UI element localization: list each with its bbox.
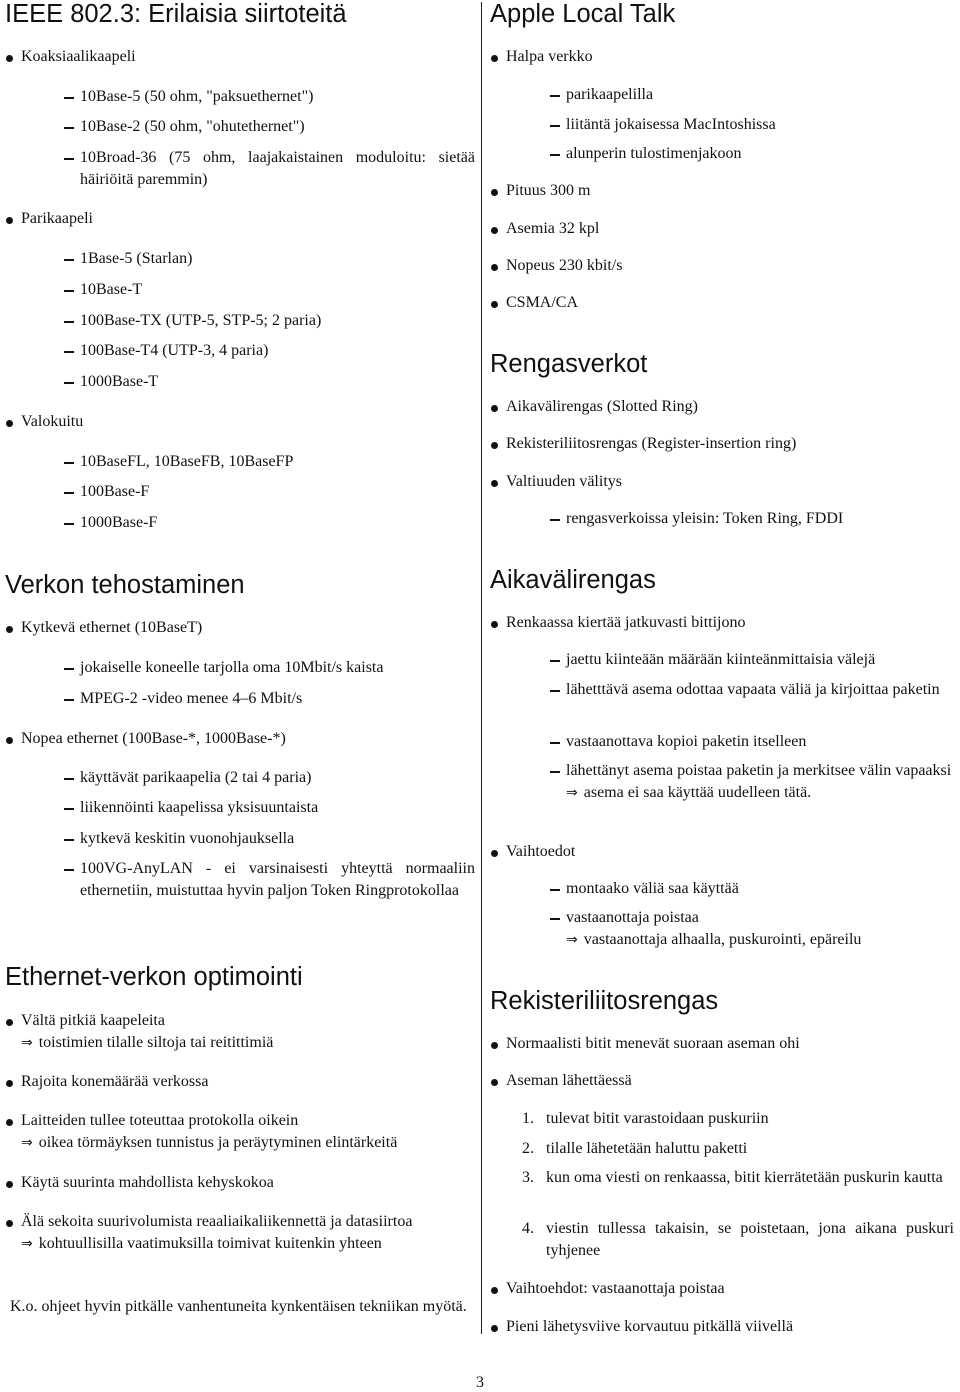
dash-item: 100VG-AnyLAN - ei varsinaisesti yhteyttä normaaliin ethernetiin, muistuttaa hyvin paljon Token Ringprotokollaa <box>80 858 475 902</box>
heading-apple: Apple Local Talk <box>490 0 676 28</box>
implies-text: oikea törmäyksen tunnistus ja peräytyminen elintärkeitä <box>38 1134 398 1151</box>
bullet-mac: CSMA/CA <box>506 292 578 314</box>
dash-item: kytkevä keskitin vuonohjauksella <box>80 828 294 850</box>
column-divider <box>481 2 482 1334</box>
dash-item: käyttävät parikaapelia (2 tai 4 paria) <box>80 767 311 789</box>
dash-item: montaako väliä saa käyttää <box>566 878 739 900</box>
dash-item: 10BaseFL, 10BaseFB, 10BaseFP <box>80 451 293 473</box>
bullet-stations: Asemia 32 kpl <box>506 218 599 240</box>
bullet-pair: Parikaapeli <box>21 208 93 230</box>
dash-item <box>566 760 956 804</box>
heading-slotted: Aikavälirengas <box>490 566 656 594</box>
numbered-item <box>522 1108 769 1130</box>
heading-ieee: IEEE 802.3: Erilaisia siirtoteitä <box>5 0 347 28</box>
dash-item: 10Base-2 (50 ohm, "ohutethernet") <box>80 116 305 138</box>
bullet-text: Laitteiden tullee toteuttaa protokolla oikein <box>21 1112 299 1129</box>
dash-item: rengasverkoissa yleisin: Token Ring, FDDI <box>566 508 843 530</box>
implies-icon: ⇒ <box>566 932 578 948</box>
dash-item: jaettu kiinteään määrään kiinteänmittaisia välejä <box>566 649 875 671</box>
dash-item: 10Broad-36 (75 ohm, laajakaistainen moduloitu: sietää häiriöitä paremmin) <box>80 147 475 191</box>
heading-rings: Rengasverkot <box>490 350 648 378</box>
heading-reg: Rekisteriliitosrengas <box>490 987 719 1015</box>
heading-boost: Verkon tehostaminen <box>5 571 245 599</box>
bullet-fiber: Valokuitu <box>21 411 83 433</box>
dash-text: vastaanottaja poistaa <box>566 909 699 926</box>
dash-item: 100Base-F <box>80 481 149 503</box>
item-number: 2. <box>522 1140 534 1157</box>
dash-item: vastaanottava kopioi paketin itselleen <box>566 731 806 753</box>
item-text: kun oma viesti on renkaassa, bitit kierrätetään puskurin kautta <box>546 1169 943 1186</box>
dash-item: 1000Base-T <box>80 371 158 393</box>
bullet-limit: Rajoita konemäärää verkossa <box>21 1071 208 1093</box>
implies-icon: ⇒ <box>21 1236 33 1252</box>
bullet-coax: Koaksiaalikaapeli <box>21 46 136 68</box>
numbered-item <box>522 1138 748 1160</box>
item-number: 3. <box>522 1169 534 1186</box>
bullet-protocol <box>21 1110 471 1154</box>
implies-icon: ⇒ <box>21 1135 33 1151</box>
bullet-token: Valtiuuden välitys <box>506 471 622 493</box>
dash-item: 10Base-5 (50 ohm, "paksuethernet") <box>80 86 313 108</box>
dash-item: lähetttävä asema odottaa vapaata väliä ja kirjoittaa paketin <box>566 679 956 701</box>
implies-text: toistimien tilalle siltoja tai reitittimiä <box>38 1034 274 1051</box>
item-number: 4. <box>522 1220 534 1237</box>
item-number: 1. <box>522 1110 534 1127</box>
dash-item: jokaiselle koneelle tarjolla oma 10Mbit/s kaista <box>80 657 383 679</box>
bullet-mixing <box>21 1211 471 1255</box>
bullet-framesize: Käytä suurinta mahdollista kehyskokoa <box>21 1172 274 1194</box>
bullet-text: Älä sekoita suurivolumista reaaliaikaliikennettä ja datasiirtoa <box>21 1213 413 1230</box>
page-number: 3 <box>476 1374 484 1391</box>
heading-opt: Ethernet-verkon optimointi <box>5 963 303 991</box>
implies-text: asema ei saa käyttää uudelleen tätä. <box>583 784 812 801</box>
bullet-length: Pituus 300 m <box>506 180 590 202</box>
item-text: viestin tullessa takaisin, se poistetaan, jona aikana puskuri tyhjenee <box>546 1220 954 1259</box>
bullet-alternative: Vaihtoehdot: vastaanottaja poistaa <box>506 1278 725 1300</box>
dash-item: 1000Base-F <box>80 512 157 534</box>
bullet-slotted: Aikavälirengas (Slotted Ring) <box>506 396 698 418</box>
footer-note: K.o. ohjeet hyvin pitkälle vanhentuneita kynkentäisen tekniikan myötä. <box>10 1298 467 1315</box>
bullet-fast: Nopea ethernet (100Base-*, 1000Base-*) <box>21 728 286 750</box>
bullet-register: Rekisteriliitosrengas (Register-insertion ring) <box>506 433 796 455</box>
bullet-sending: Aseman lähettäessä <box>506 1070 632 1092</box>
dash-item <box>566 907 956 951</box>
bullet-cheap: Halpa verkko <box>506 46 593 68</box>
dash-item: MPEG-2 -video menee 4–6 Mbit/s <box>80 688 302 710</box>
implies-text: kohtuullisilla vaatimuksilla toimivat kuitenkin yhteen <box>38 1235 382 1252</box>
bullet-alternatives: Vaihtoedot <box>506 841 575 863</box>
dash-item: 100Base-T4 (UTP-3, 4 paria) <box>80 340 268 362</box>
dash-item: 100Base-TX (UTP-5, STP-5; 2 paria) <box>80 310 321 332</box>
dash-item: 10Base-T <box>80 279 142 301</box>
implies-text: vastaanottaja alhaalla, puskurointi, epäreilu <box>583 931 862 948</box>
dash-item: parikaapelilla <box>566 84 653 106</box>
dash-text: lähettänyt asema poistaa paketin ja merkitsee välin vapaaksi <box>566 762 952 779</box>
bullet-bitstream: Renkaassa kiertää jatkuvasti bittijono <box>506 612 746 634</box>
item-text: tulevat bitit varastoidaan puskuriin <box>546 1110 769 1127</box>
bullet-speed: Nopeus 230 kbit/s <box>506 255 622 277</box>
bullet-switched: Kytkevä ethernet (10BaseT) <box>21 617 202 639</box>
implies-icon: ⇒ <box>21 1035 33 1051</box>
implies-icon: ⇒ <box>566 785 578 801</box>
bullet-cables <box>21 1010 461 1054</box>
numbered-item <box>522 1167 954 1189</box>
dash-item: liikennöinti kaapelissa yksisuuntaista <box>80 797 318 819</box>
dash-item: liitäntä jokaisessa MacIntoshissa <box>566 114 776 136</box>
dash-item: 1Base-5 (Starlan) <box>80 248 192 270</box>
item-text: tilalle lähetetään haluttu paketti <box>546 1140 748 1157</box>
numbered-item <box>522 1218 954 1262</box>
bullet-delay: Pieni lähetysviive korvautuu pitkällä viivellä <box>506 1316 793 1338</box>
dash-item: alunperin tulostimenjakoon <box>566 143 742 165</box>
bullet-text: Vältä pitkiä kaapeleita <box>21 1012 165 1029</box>
bullet-normal: Normaalisti bitit menevät suoraan aseman ohi <box>506 1033 800 1055</box>
